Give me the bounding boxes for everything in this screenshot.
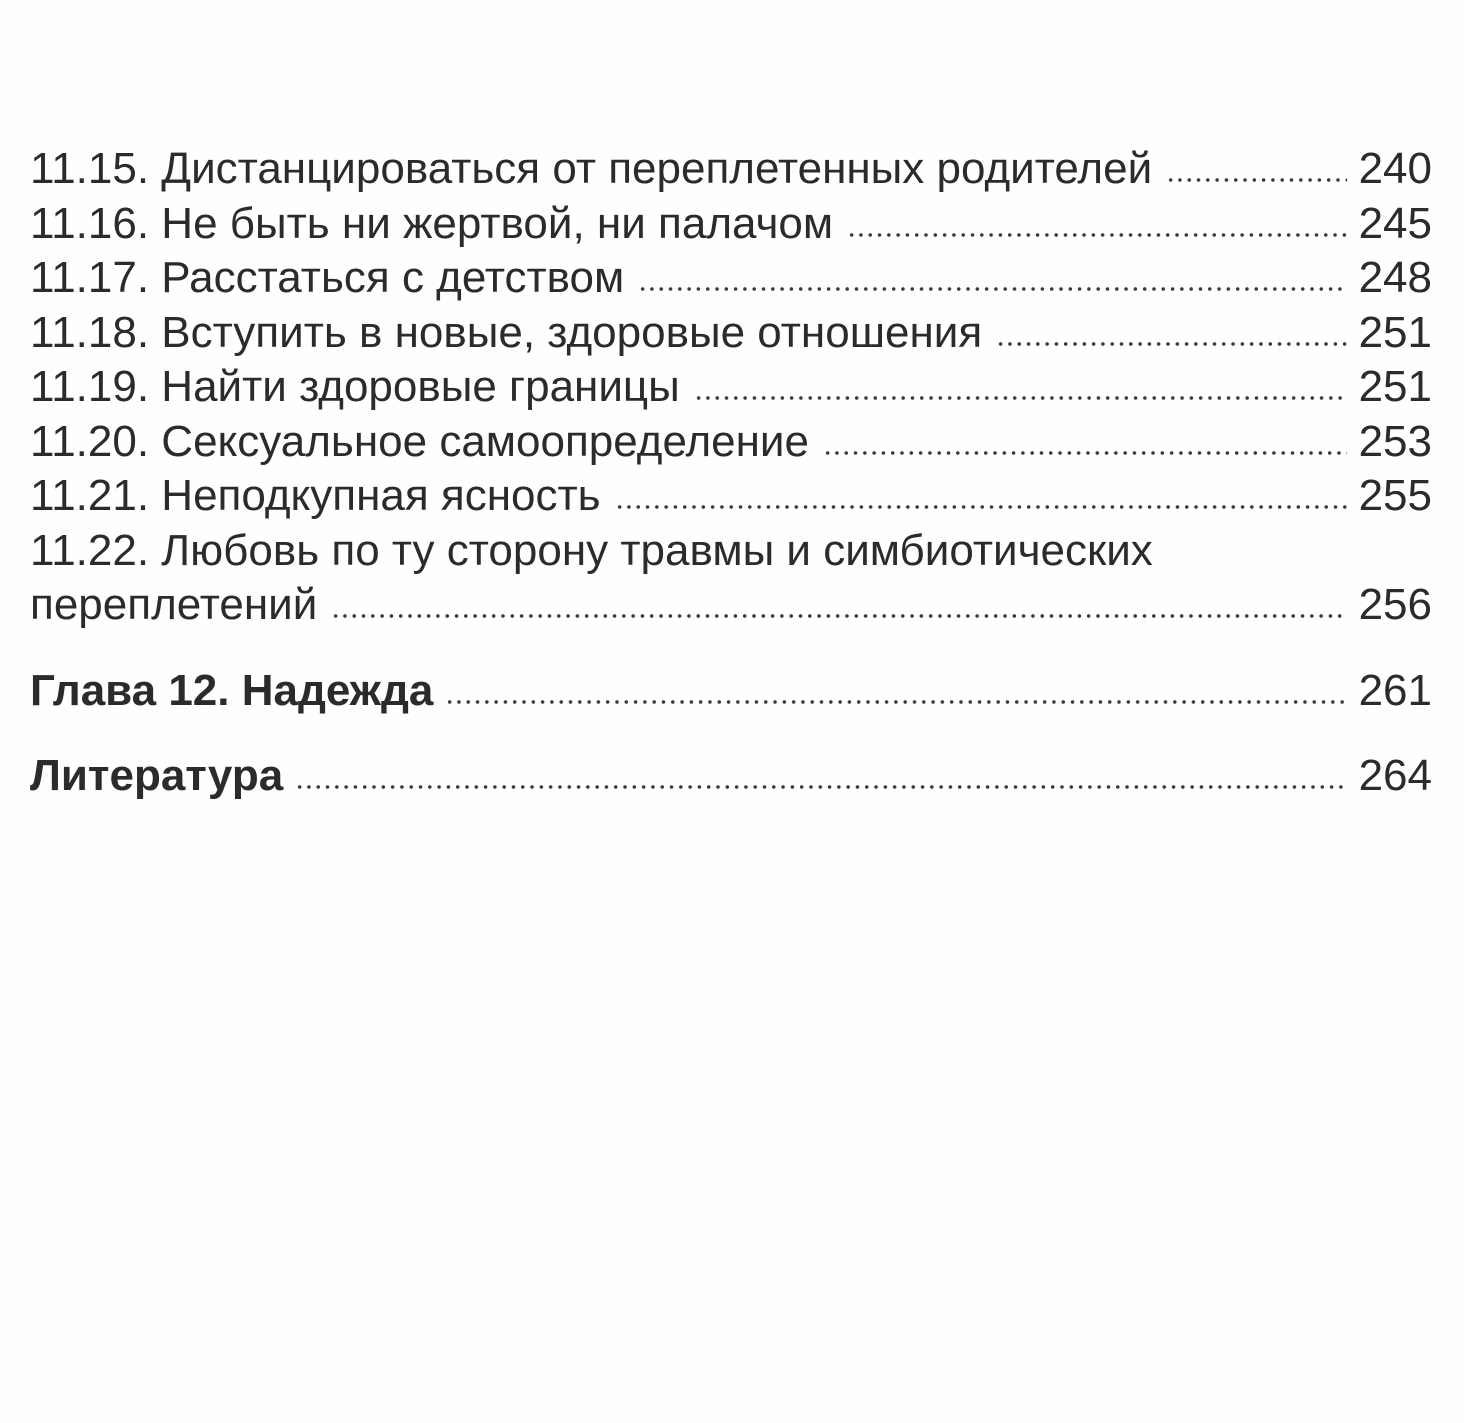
table-of-contents [30, 142, 1432, 804]
toc-entry-title-line2: переплетений [30, 580, 318, 629]
toc-entry-page: 255 [1358, 471, 1432, 520]
toc-entry [30, 251, 1432, 306]
toc-bibliography-entry [30, 749, 1432, 804]
dot-leader [295, 784, 1346, 790]
toc-entry [30, 197, 1432, 252]
toc-entry-page: 256 [1358, 580, 1432, 629]
toc-entry-title: 11.17. Расстаться с детством [30, 253, 625, 302]
toc-entry [30, 469, 1432, 524]
chapter-title: Глава 12. Надежда [30, 665, 434, 715]
toc-entry-title-line1: 11.22. Любовь по ту сторону травмы и симбиотических [30, 525, 1153, 575]
dot-leader [823, 450, 1347, 456]
toc-entry-page: 251 [1358, 307, 1432, 357]
dot-leader [638, 286, 1346, 292]
toc-entry-page: 251 [1358, 362, 1432, 411]
dot-leader [615, 504, 1347, 510]
toc-entry-page: 248 [1358, 253, 1432, 302]
dot-leader [694, 395, 1347, 401]
toc-entry-page: 245 [1358, 198, 1432, 248]
chapter-page: 261 [1358, 665, 1432, 715]
toc-entry-page: 240 [1358, 144, 1432, 193]
toc-entry [30, 415, 1432, 470]
toc-entry-title: 11.20. Сексуальное самоопределение [30, 416, 809, 466]
toc-entry [30, 142, 1432, 197]
toc-entry [30, 360, 1432, 415]
toc-entry-page: 253 [1358, 416, 1432, 466]
toc-entry-title: 11.15. Дистанцироваться от переплетенных родителей [30, 144, 1153, 193]
bibliography-page: 264 [1358, 751, 1432, 800]
dot-leader [445, 699, 1346, 705]
dot-leader [847, 232, 1346, 238]
dot-leader [1166, 177, 1346, 183]
bibliography-title: Литература [30, 751, 284, 800]
dot-leader [996, 341, 1346, 347]
dot-leader [331, 613, 1346, 619]
toc-entry-title: 11.18. Вступить в новые, здоровые отношения [30, 307, 983, 357]
toc-entry-multiline [30, 524, 1432, 633]
toc-entry-title: 11.16. Не быть ни жертвой, ни палачом [30, 198, 834, 248]
toc-entry-title: 11.19. Найти здоровые границы [30, 362, 680, 411]
toc-entry-title: 11.21. Неподкупная ясность [30, 471, 601, 520]
toc-chapter-entry [30, 664, 1432, 719]
toc-entry [30, 306, 1432, 361]
toc-entry-continuation [30, 578, 1432, 633]
